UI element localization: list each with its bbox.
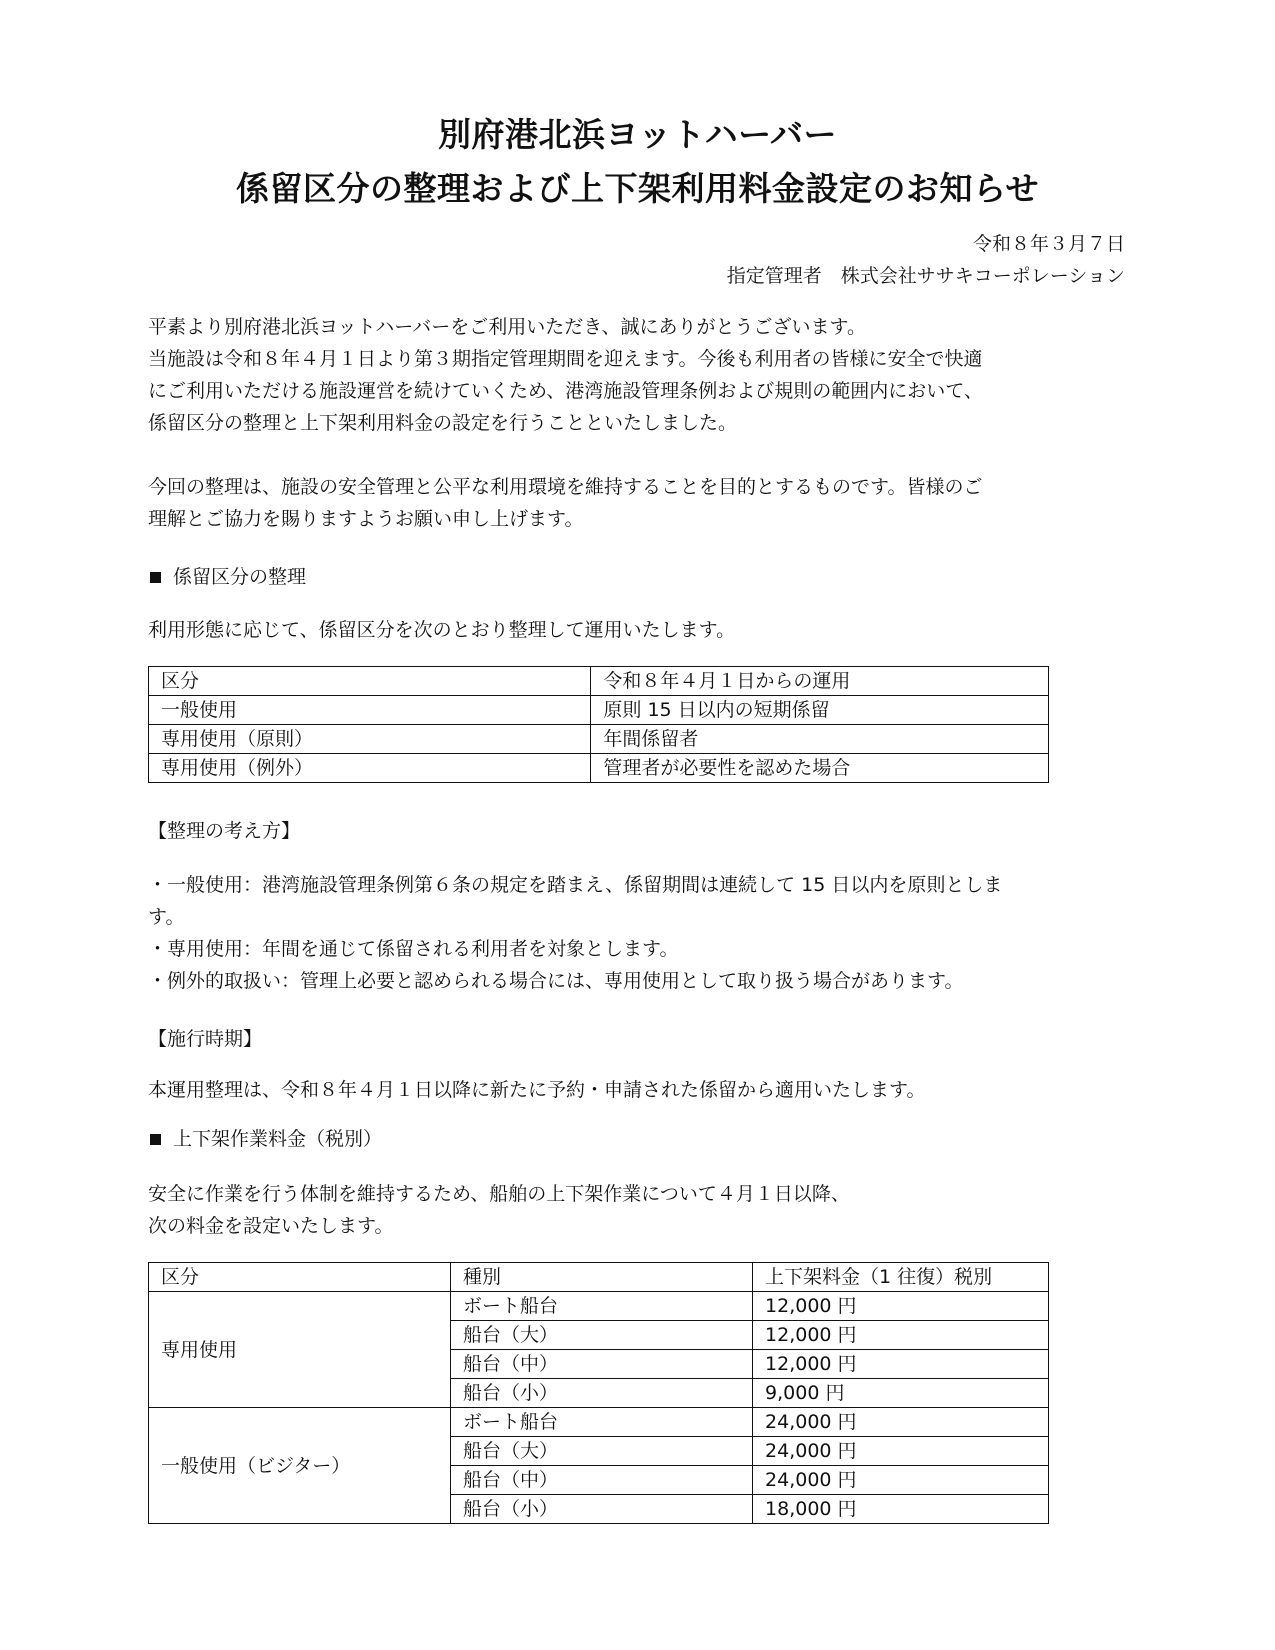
table-cell: 専用使用（例外） [149, 754, 591, 783]
table-header-cell: 令和８年４月１日からの運用 [591, 667, 1049, 696]
table-cell: 12,000 円 [753, 1350, 1049, 1379]
table-cell: 12,000 円 [753, 1292, 1049, 1321]
title-line-1: 別府港北浜ヨットハーバー [437, 115, 838, 154]
category-cell: 一般使用（ビジター） [149, 1408, 451, 1524]
table-row [149, 696, 1049, 725]
table-cell: ボート船台 [451, 1408, 753, 1437]
table-cell: ボート船台 [451, 1292, 753, 1321]
intro-line: 係留区分の整理と上下架利用料金の設定を行うことといたしました。 [148, 412, 738, 434]
section2-intro [148, 1178, 1138, 1242]
table-header-cell: 種別 [451, 1263, 753, 1292]
table-cell: 船台（中） [451, 1350, 753, 1379]
section1-intro [148, 614, 1138, 646]
table-header-row [149, 1263, 1049, 1292]
table-cell: 年間係留者 [591, 725, 1049, 754]
table-header-cell: 区分 [149, 1263, 451, 1292]
purpose-paragraph [148, 471, 1138, 535]
header-info [727, 228, 1125, 292]
concept-heading [148, 815, 1138, 847]
concept-line: ・専用使用：年間を通じて係留される利用者を対象とします。 [148, 938, 679, 960]
intro-line: 平素より別府港北浜ヨットハーバーをご利用いただき、誠にありがとうございます。 [148, 316, 867, 338]
square-bullet-icon [150, 572, 161, 583]
table-row [149, 754, 1049, 783]
intro-paragraph [148, 311, 1138, 439]
title-block [0, 108, 1275, 216]
concept-line: す。 [148, 906, 185, 928]
table-cell: 24,000 円 [753, 1466, 1049, 1495]
intro-line: にご利用いただける施設運営を続けていくため、港湾施設管理条例および規則の範囲内において、 [148, 380, 983, 402]
purpose-line: 今回の整理は、施設の安全管理と公平な利用環境を維持することを目的とするものです。皆様のご [148, 476, 983, 498]
section1-heading [148, 561, 1138, 593]
mooring-category-table [148, 666, 1049, 783]
table-cell: 24,000 円 [753, 1437, 1049, 1466]
issue-date: 令和８年３月７日 [972, 233, 1125, 255]
concept-list [148, 869, 1138, 997]
section2-heading-text: 上下架作業料金（税別） [173, 1128, 383, 1150]
section1-intro-text: 利用形態に応じて、係留区分を次のとおり整理して運用いたします。 [148, 619, 736, 641]
table-cell: 24,000 円 [753, 1408, 1049, 1437]
table-cell: 船台（小） [451, 1379, 753, 1408]
table-cell: 一般使用 [149, 696, 591, 725]
table-row [149, 1292, 1049, 1321]
table-cell: 原則 15 日以内の短期係留 [591, 696, 1049, 725]
table-cell: 船台（大） [451, 1321, 753, 1350]
title-line-2: 係留区分の整理および上下架利用料金設定のお知らせ [235, 169, 1039, 208]
concept-heading-text: 【整理の考え方】 [148, 820, 301, 842]
concept-line: ・例外的取扱い：管理上必要と認められる場合には、専用使用として取り扱う場合があります。 [148, 970, 964, 992]
section2-heading [148, 1123, 1138, 1155]
purpose-line: 理解とご協力を賜りますようお願い申し上げます。 [148, 508, 584, 530]
table-header-cell: 上下架料金（1 往復）税別 [753, 1263, 1049, 1292]
table-row [149, 1408, 1049, 1437]
enforcement-text: 本運用整理は、令和８年４月１日以降に新たに予約・申請された係留から適用いたします。 [148, 1079, 926, 1101]
table-cell: 船台（小） [451, 1495, 753, 1524]
table-cell: 管理者が必要性を認めた場合 [591, 754, 1049, 783]
section2-intro-line: 安全に作業を行う体制を維持するため、船舶の上下架作業について４月１日以降、 [148, 1183, 850, 1205]
enforcement-heading-text: 【施行時期】 [148, 1028, 263, 1050]
table-cell: 12,000 円 [753, 1321, 1049, 1350]
launch-fee-table [148, 1262, 1049, 1524]
table-cell: 18,000 円 [753, 1495, 1049, 1524]
table-row [149, 725, 1049, 754]
intro-line: 当施設は令和８年４月１日より第３期指定管理期間を迎えます。今後も利用者の皆様に安全で快適 [148, 348, 983, 370]
square-bullet-icon [150, 1134, 161, 1145]
table-header-cell: 区分 [149, 667, 591, 696]
table-cell: 9,000 円 [753, 1379, 1049, 1408]
table-header-row [149, 667, 1049, 696]
table-cell: 船台（大） [451, 1437, 753, 1466]
section2-intro-line: 次の料金を設定いたします。 [148, 1215, 394, 1237]
table-cell: 専用使用（原則） [149, 725, 591, 754]
section1-heading-text: 係留区分の整理 [173, 566, 307, 588]
issuer: 指定管理者 株式会社ササキコーポレーション [726, 265, 1125, 287]
enforcement-heading [148, 1023, 1138, 1055]
category-cell: 専用使用 [149, 1292, 451, 1408]
concept-line: ・一般使用：港湾施設管理条例第６条の規定を踏まえ、係留期間は連続して 15 日以内を原則としま [148, 874, 1003, 896]
table-cell: 船台（中） [451, 1466, 753, 1495]
enforcement-paragraph [148, 1074, 1138, 1106]
